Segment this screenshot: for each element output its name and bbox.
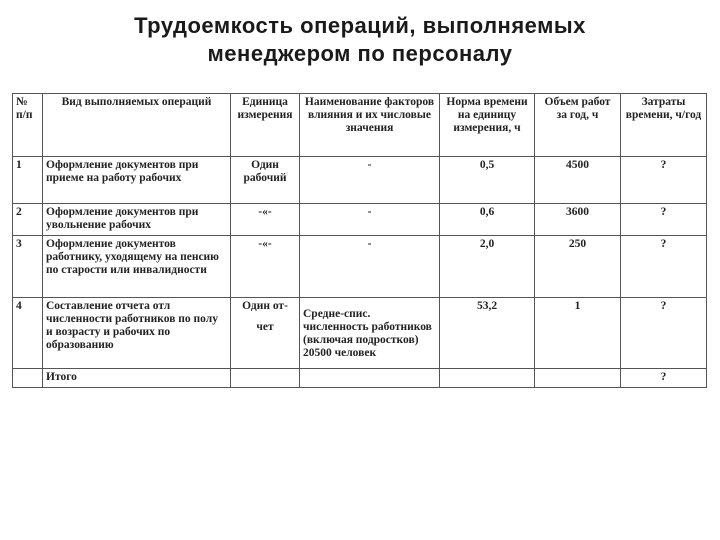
operations-table [12, 93, 707, 388]
slide-title [0, 12, 720, 68]
cell-norm: 2,0 [440, 236, 535, 298]
cell-norm: 0,5 [440, 157, 535, 204]
cell-unit: Один рабочий [231, 157, 300, 204]
table-row [13, 298, 707, 369]
cell-cost: ? [621, 204, 707, 236]
cell-unit: -«- [231, 236, 300, 298]
unit-line-1: Один от- [242, 300, 288, 312]
factor-text: Средне-спис. численность работников (включая подростков) 20500 человек [303, 308, 432, 359]
factor-spacer [303, 300, 436, 308]
header-work-volume: Объем работ за год, ч [535, 94, 621, 157]
cell-total-label: Итого [43, 369, 231, 388]
cell-volume: 1 [535, 298, 621, 369]
cell-factor: - [300, 236, 440, 298]
table-header-row [13, 94, 707, 157]
cell-cost: ? [621, 157, 707, 204]
cell-volume: 4500 [535, 157, 621, 204]
operations-table-container [12, 93, 706, 388]
cell-factor [300, 298, 440, 369]
cell-empty [440, 369, 535, 388]
cell-volume: 250 [535, 236, 621, 298]
table-row [13, 204, 707, 236]
table-row [13, 157, 707, 204]
header-number: № п/п [13, 94, 43, 157]
cell-number: 1 [13, 157, 43, 204]
header-unit: Единица измерения [231, 94, 300, 157]
cell-empty [535, 369, 621, 388]
unit-line-2: чет [256, 321, 274, 333]
cell-operation: Оформление документов при приеме на работу рабочих [43, 157, 231, 204]
unit-stack [234, 300, 296, 334]
table-total-row [13, 369, 707, 388]
cell-number: 4 [13, 298, 43, 369]
header-factors: Наименование факторов влияния и их числовые значения [300, 94, 440, 157]
cell-number: 3 [13, 236, 43, 298]
cell-empty [231, 369, 300, 388]
cell-operation: Оформление документов работнику, уходящему на пенсию по старости или инвалидности [43, 236, 231, 298]
cell-norm: 53,2 [440, 298, 535, 369]
cell-cost: ? [621, 236, 707, 298]
cell-unit [231, 298, 300, 369]
cell-factor: - [300, 157, 440, 204]
slide-title-line-2: менеджером по персоналу [207, 41, 513, 66]
cell-factor: - [300, 204, 440, 236]
cell-operation: Составление отчета отл численности работников по полу и возрасту и рабочих по образованию [43, 298, 231, 369]
cell-operation: Оформление документов при увольнение рабочих [43, 204, 231, 236]
cell-number-empty [13, 369, 43, 388]
cell-empty [300, 369, 440, 388]
cell-total-cost: ? [621, 369, 707, 388]
cell-volume: 3600 [535, 204, 621, 236]
cell-norm: 0,6 [440, 204, 535, 236]
header-operation-type: Вид выполняемых операций [43, 94, 231, 157]
table-row [13, 236, 707, 298]
slide-title-line-1: Трудоемкость операций, выполняемых [134, 13, 586, 38]
header-time-cost: Затраты времени, ч/год [621, 94, 707, 157]
cell-cost: ? [621, 298, 707, 369]
cell-unit: -«- [231, 204, 300, 236]
unit-gap [234, 313, 296, 321]
cell-number: 2 [13, 204, 43, 236]
header-time-norm: Норма времени на единицу измерения, ч [440, 94, 535, 157]
